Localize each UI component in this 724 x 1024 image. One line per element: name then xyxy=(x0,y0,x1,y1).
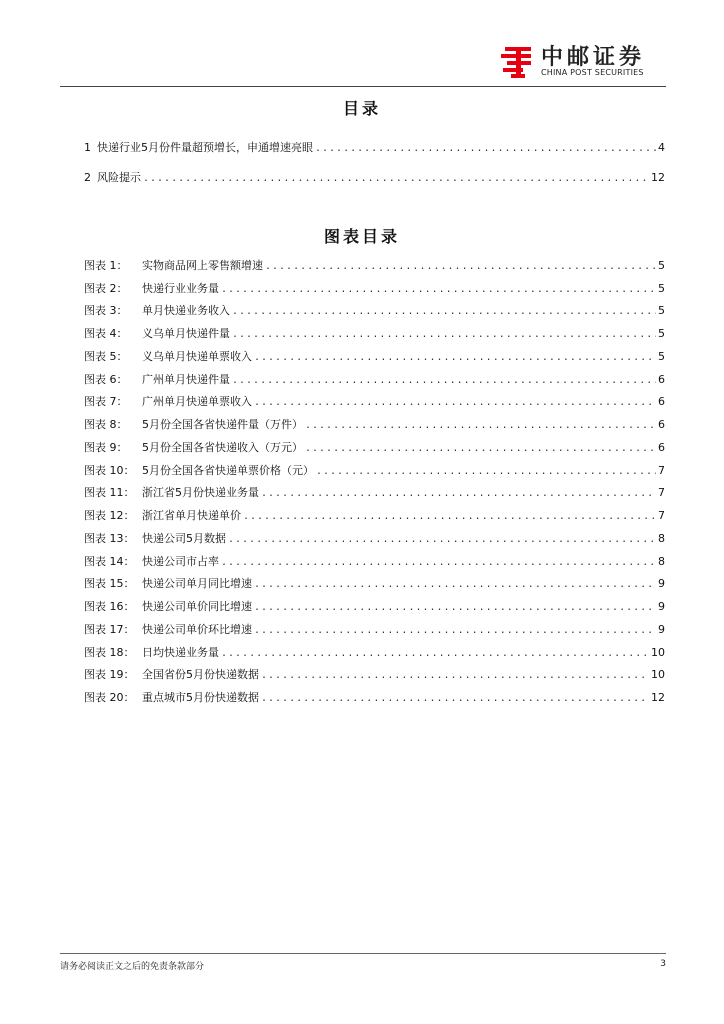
figure-page: 6 xyxy=(658,418,665,431)
toc-item-label xyxy=(84,139,313,155)
dot-leader xyxy=(232,329,656,340)
china-post-logo-icon xyxy=(501,44,535,80)
page-header xyxy=(60,0,666,87)
figure-item-label xyxy=(84,621,252,637)
figure-text: 义乌单月快递件量 xyxy=(142,327,230,340)
toc-item-page: 4 xyxy=(658,141,665,154)
figure-item[interactable] xyxy=(84,439,665,455)
figure-number: 图表 8： xyxy=(84,418,128,431)
figure-page: 5 xyxy=(658,327,665,340)
figure-number: 图表 10： xyxy=(84,464,135,477)
figure-text: 广州单月快递件量 xyxy=(142,373,230,386)
toc-item-number: 1 xyxy=(84,141,91,154)
toc-item-number: 2 xyxy=(84,171,91,184)
figure-item-label xyxy=(84,371,230,387)
figure-item[interactable] xyxy=(84,393,665,409)
figure-text: 广州单月快递单票收入 xyxy=(142,395,252,408)
figure-item[interactable] xyxy=(84,530,665,546)
figure-page: 6 xyxy=(658,395,665,408)
figure-page: 8 xyxy=(658,532,665,545)
figure-item-label xyxy=(84,553,219,569)
figure-item[interactable] xyxy=(84,644,665,660)
figure-number: 图表 15： xyxy=(84,577,135,590)
figure-page: 5 xyxy=(658,304,665,317)
figure-text: 快递公司市占率 xyxy=(142,555,219,568)
figure-page: 10 xyxy=(651,668,665,681)
figure-page: 9 xyxy=(658,577,665,590)
toc-item[interactable] xyxy=(84,139,665,155)
figure-page: 10 xyxy=(651,646,665,659)
brand-logo xyxy=(501,44,666,80)
figure-item-label xyxy=(84,644,219,660)
dot-leader xyxy=(316,466,656,477)
figure-item[interactable] xyxy=(84,598,665,614)
figure-item[interactable] xyxy=(84,416,665,432)
dot-leader xyxy=(261,488,656,499)
toc-item-label xyxy=(84,169,141,185)
brand-name-cn: 中邮证券 xyxy=(541,45,646,70)
figure-item-label xyxy=(84,598,252,614)
figures-title: 图表目录 xyxy=(323,227,400,246)
figure-item[interactable] xyxy=(84,553,665,569)
figure-item-label xyxy=(84,348,252,364)
footer-disclaimer: 请务必阅读正文之后的免责条款部分 xyxy=(60,962,205,972)
figure-item[interactable] xyxy=(84,621,665,637)
figure-text: 义乌单月快递单票收入 xyxy=(142,350,252,363)
figure-page: 5 xyxy=(658,282,665,295)
figure-item[interactable] xyxy=(84,484,665,500)
figure-page: 9 xyxy=(658,623,665,636)
figure-page: 9 xyxy=(658,600,665,613)
dot-leader xyxy=(243,511,656,522)
dot-leader xyxy=(254,625,656,636)
figure-item[interactable] xyxy=(84,507,665,523)
figure-item[interactable] xyxy=(84,371,665,387)
dot-leader xyxy=(254,352,656,363)
dot-leader xyxy=(254,397,656,408)
figure-number: 图表 11： xyxy=(84,486,135,499)
figure-number: 图表 16： xyxy=(84,600,135,613)
figure-item[interactable] xyxy=(84,302,665,318)
figure-number: 图表 14： xyxy=(84,555,135,568)
figure-item-label xyxy=(84,575,252,591)
figure-number: 图表 20： xyxy=(84,691,135,704)
dot-leader xyxy=(254,579,656,590)
figure-item-label xyxy=(84,257,263,273)
figure-item-label xyxy=(84,484,259,500)
dot-leader xyxy=(261,693,649,704)
figure-item-label xyxy=(84,302,230,318)
figure-item-label xyxy=(84,416,303,432)
figure-page: 7 xyxy=(658,486,665,499)
figure-text: 快递行业业务量 xyxy=(142,282,219,295)
figure-page: 6 xyxy=(658,373,665,386)
logo-mark-shapes xyxy=(501,47,531,78)
toc-item[interactable] xyxy=(84,169,665,185)
toc-item-text: 快递行业5月份件量超预增长，申通增速亮眼 xyxy=(97,141,313,154)
dot-leader xyxy=(265,261,656,272)
brand-name-en: CHINA POST SECURITIES xyxy=(541,68,644,77)
figure-item[interactable] xyxy=(84,575,665,591)
dot-leader xyxy=(261,670,649,681)
figure-page: 7 xyxy=(658,464,665,477)
figure-item[interactable] xyxy=(84,462,665,478)
figure-text: 浙江省5月份快递业务量 xyxy=(142,486,259,499)
dot-leader xyxy=(305,420,656,431)
figure-item-label xyxy=(84,393,252,409)
toc-item-page: 12 xyxy=(651,171,665,184)
figure-number: 图表 12： xyxy=(84,509,135,522)
figure-number: 图表 17： xyxy=(84,623,135,636)
figure-item[interactable] xyxy=(84,348,665,364)
figure-number: 图表 6： xyxy=(84,373,128,386)
figure-number: 图表 5： xyxy=(84,350,128,363)
figure-number: 图表 1： xyxy=(84,259,128,272)
figure-text: 快递公司5月数据 xyxy=(142,532,226,545)
figure-number: 图表 3： xyxy=(84,304,128,317)
figure-number: 图表 7： xyxy=(84,395,128,408)
dot-leader xyxy=(232,306,656,317)
dot-leader xyxy=(315,143,656,154)
figure-item-label xyxy=(84,462,314,478)
figure-page: 12 xyxy=(651,691,665,704)
footer-page-number: 3 xyxy=(660,959,666,969)
figure-text: 浙江省单月快递单价 xyxy=(142,509,241,522)
dot-leader xyxy=(221,284,656,295)
figure-number: 图表 4： xyxy=(84,327,128,340)
figure-item[interactable] xyxy=(84,325,665,341)
toc-item-text: 风险提示 xyxy=(97,171,141,184)
page-footer xyxy=(60,953,666,972)
figure-page: 5 xyxy=(658,259,665,272)
figure-page: 5 xyxy=(658,350,665,363)
figure-item[interactable] xyxy=(84,280,665,296)
figure-item-label xyxy=(84,666,259,682)
figure-item-label xyxy=(84,280,219,296)
dot-leader xyxy=(254,602,656,613)
figure-page: 8 xyxy=(658,555,665,568)
figure-text: 实物商品网上零售额增速 xyxy=(142,259,263,272)
figure-text: 5月份全国各省快递收入（万元） xyxy=(142,441,303,454)
figure-text: 单月快递业务收入 xyxy=(142,304,230,317)
figure-number: 图表 9： xyxy=(84,441,128,454)
figure-item-label xyxy=(84,325,230,341)
dot-leader xyxy=(232,375,656,386)
dot-leader xyxy=(143,173,649,184)
figure-item-label xyxy=(84,689,259,705)
figure-item-label xyxy=(84,530,226,546)
dot-leader xyxy=(221,648,649,659)
figure-text: 日均快递业务量 xyxy=(142,646,219,659)
figure-number: 图表 18： xyxy=(84,646,135,659)
figure-number: 图表 19： xyxy=(84,668,135,681)
dot-leader xyxy=(221,557,656,568)
dot-leader xyxy=(305,443,656,454)
figure-text: 快递公司单价环比增速 xyxy=(142,623,252,636)
figure-number: 图表 2： xyxy=(84,282,128,295)
toc-title: 目录 xyxy=(342,99,381,118)
figure-text: 5月份全国各省快递单票价格（元） xyxy=(142,464,314,477)
figure-text: 5月份全国各省快递件量（万件） xyxy=(142,418,303,431)
figure-text: 全国省份5月份快递数据 xyxy=(142,668,259,681)
figure-text: 快递公司单月同比增速 xyxy=(142,577,252,590)
dot-leader xyxy=(228,534,656,545)
figure-page: 7 xyxy=(658,509,665,522)
figure-item[interactable] xyxy=(84,689,665,705)
figure-page: 6 xyxy=(658,441,665,454)
figure-item-label xyxy=(84,439,303,455)
figure-text: 快递公司单价同比增速 xyxy=(142,600,252,613)
figure-text: 重点城市5月份快递数据 xyxy=(142,691,259,704)
figure-number: 图表 13： xyxy=(84,532,135,545)
figure-item[interactable] xyxy=(84,257,665,273)
figure-item[interactable] xyxy=(84,666,665,682)
figure-item-label xyxy=(84,507,241,523)
